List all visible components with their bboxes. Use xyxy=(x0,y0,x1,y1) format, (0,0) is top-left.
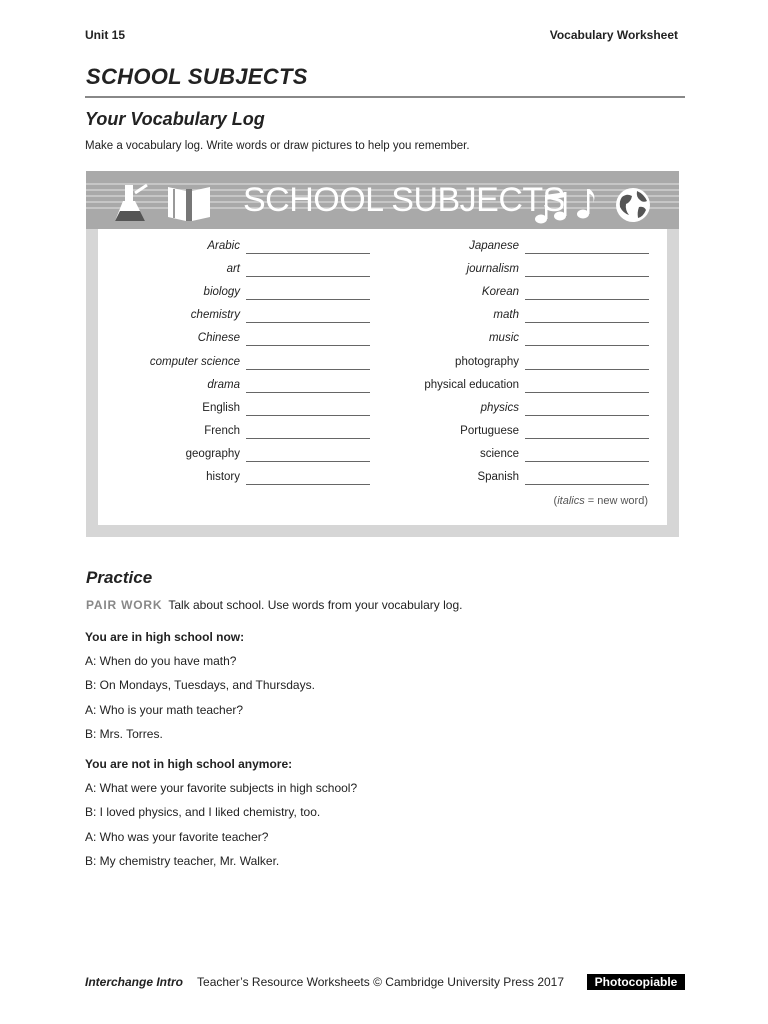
page-title: SCHOOL SUBJECTS xyxy=(86,64,308,89)
write-in-line[interactable] xyxy=(525,369,649,370)
vocab-word: drama xyxy=(207,378,240,391)
legend: (italics = new word) xyxy=(553,495,648,507)
practice-title: Practice xyxy=(86,568,153,587)
dialog-line: A: When do you have math? xyxy=(85,654,237,668)
vocab-word: Korean xyxy=(481,286,519,299)
footer-brand: Interchange Intro xyxy=(85,975,184,989)
vocab-word: French xyxy=(204,424,240,437)
write-in-line[interactable] xyxy=(525,484,649,485)
vocab-word: geography xyxy=(185,447,240,460)
vocab-word: chemistry xyxy=(190,309,240,322)
worksheet-type: Vocabulary Worksheet xyxy=(549,28,678,42)
write-in-line[interactable] xyxy=(246,438,370,439)
write-in-line[interactable] xyxy=(246,253,370,254)
unit-label: Unit 15 xyxy=(85,28,126,42)
write-in-line[interactable] xyxy=(246,299,370,300)
write-in-line[interactable] xyxy=(525,276,649,277)
vocab-word: music xyxy=(488,332,519,345)
pair-work-text: Talk about school. Use words from your vocabulary log. xyxy=(168,598,463,612)
write-in-line[interactable] xyxy=(246,484,370,485)
write-in-line[interactable] xyxy=(246,322,370,323)
banner-title: SCHOOL SUBJECTS xyxy=(243,181,565,219)
write-in-line[interactable] xyxy=(525,345,649,346)
write-in-line[interactable] xyxy=(525,461,649,462)
vocab-word: history xyxy=(206,471,240,483)
vocab-word: English xyxy=(202,401,240,414)
write-in-line[interactable] xyxy=(246,276,370,277)
dialog-line: B: Mrs. Torres. xyxy=(85,726,163,741)
dialog-line: B: My chemistry teacher, Mr. Walker. xyxy=(85,853,280,868)
book-icon xyxy=(164,183,214,223)
vocab-word: photography xyxy=(455,355,519,368)
write-in-line[interactable] xyxy=(525,438,649,439)
vocabulary-banner xyxy=(86,171,679,229)
write-in-line[interactable] xyxy=(525,415,649,416)
write-in-line[interactable] xyxy=(246,415,370,416)
write-in-line[interactable] xyxy=(525,299,649,300)
vocab-word: art xyxy=(226,263,240,276)
footer xyxy=(85,975,564,989)
write-in-line[interactable] xyxy=(246,345,370,346)
vocab-word: math xyxy=(493,309,519,322)
write-in-line[interactable] xyxy=(246,461,370,462)
music-note-icon xyxy=(575,185,599,221)
dialog-line: A: Who is your math teacher? xyxy=(85,702,244,717)
dialog-line: B: I loved physics, and I liked chemistry, too. xyxy=(85,805,321,820)
vocab-word: Spanish xyxy=(477,471,519,483)
dialog-line: B: On Mondays, Tuesdays, and Thursdays. xyxy=(85,678,315,693)
pair-work-label: PAIR WORK xyxy=(86,598,163,612)
vocab-word: journalism xyxy=(466,263,519,276)
vocab-word: Portuguese xyxy=(460,424,519,437)
vocab-word: biology xyxy=(203,286,240,299)
legend-italics: italics xyxy=(557,495,585,507)
footer-credit: Teacher’s Resource Worksheets © Cambridge University Press 2017 xyxy=(197,975,565,989)
title-divider xyxy=(85,96,685,98)
write-in-line[interactable] xyxy=(525,322,649,323)
vocab-word: physical education xyxy=(424,378,519,391)
flask-icon xyxy=(111,183,149,225)
dialog-heading: You are in high school now: xyxy=(85,630,245,644)
pair-work-instruction xyxy=(86,598,462,612)
vocab-word: Chinese xyxy=(197,332,240,345)
vocab-word: Arabic xyxy=(207,240,240,252)
dialog-heading: You are not in high school anymore: xyxy=(85,757,293,771)
photocopiable-badge: Photocopiable xyxy=(587,974,685,990)
write-in-line[interactable] xyxy=(246,369,370,370)
dialog-line: A: What were your favorite subjects in high school? xyxy=(85,781,358,795)
dialog-line: A: Who was your favorite teacher? xyxy=(85,829,269,844)
vocab-word: Japanese xyxy=(469,240,519,252)
write-in-line[interactable] xyxy=(246,392,370,393)
globe-icon xyxy=(613,185,653,225)
vocab-word: physics xyxy=(480,401,519,414)
write-in-line[interactable] xyxy=(525,392,649,393)
write-in-line[interactable] xyxy=(525,253,649,254)
instructions: Make a vocabulary log. Write words or draw pictures to help you remember. xyxy=(85,140,470,152)
vocab-word: science xyxy=(480,447,519,460)
section-title: Your Vocabulary Log xyxy=(85,109,265,129)
vocab-word: computer science xyxy=(149,355,240,368)
